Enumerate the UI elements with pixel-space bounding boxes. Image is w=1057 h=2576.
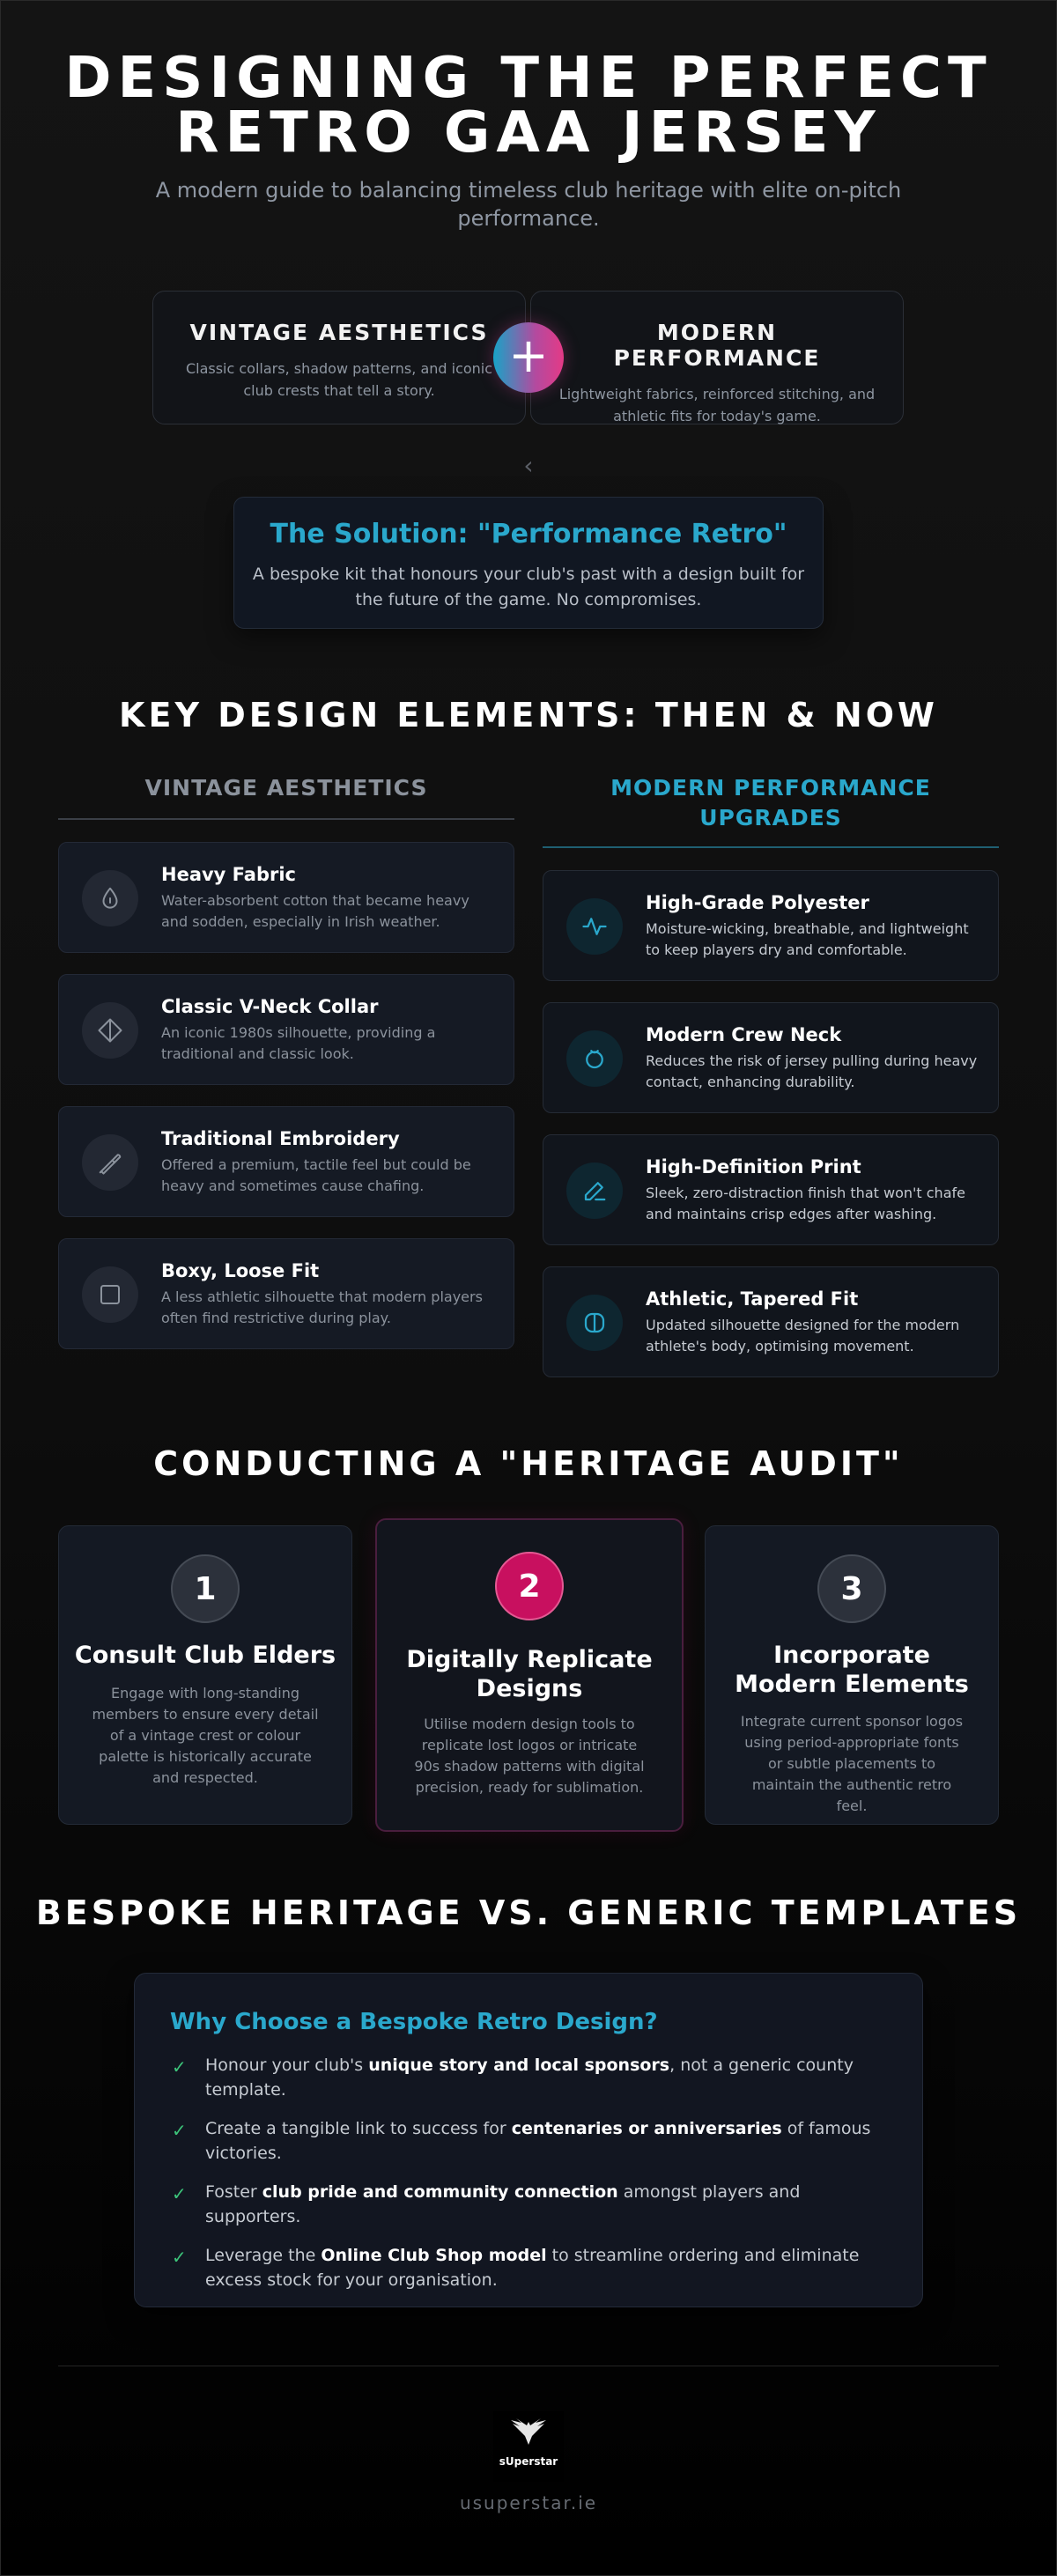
modern-divider xyxy=(543,846,999,848)
website-link[interactable]: usuperstar.ie xyxy=(459,2492,598,2513)
modern-performance-card xyxy=(530,291,904,424)
step-number-badge: 1 xyxy=(171,1554,240,1623)
feature-text: Offered a premium, tactile feel but could be heavy and sometimes cause chafing. xyxy=(161,1156,471,1194)
modern-feature-card xyxy=(543,1134,999,1245)
step-title xyxy=(718,1641,986,1699)
feature-text: Reduces the risk of jersey pulling during heavy contact, enhancing durability. xyxy=(646,1052,978,1090)
benefit-text: Leverage the xyxy=(205,2246,322,2265)
step-title xyxy=(389,1645,669,1703)
step-text: Engage with long-standing members to ensure every detail of a vintage crest or colour palette is historically accurate and respected. xyxy=(92,1685,319,1786)
activity-icon xyxy=(566,898,623,955)
modern-heading-line2: UPGRADES xyxy=(699,805,842,830)
bespoke-title: BESPOKE HERITAGE VS. GENERIC TEMPLATES xyxy=(35,1893,1022,1932)
feature-title: Athletic, Tapered Fit xyxy=(646,1288,859,1310)
vintage-feature-card xyxy=(58,1106,514,1217)
step-number-badge: 3 xyxy=(817,1554,886,1623)
benefit-item xyxy=(170,2053,887,2102)
benefit-bold: centenaries or anniversaries xyxy=(511,2119,782,2138)
feature-text: Sleek, zero-distraction finish that won't chafe and maintains crisp edges after washing. xyxy=(646,1185,965,1222)
benefits-list xyxy=(170,2053,887,2292)
card-text: Classic collars, shadow patterns, and iconic club crests that tell a story. xyxy=(185,360,493,399)
modern-column-heading xyxy=(543,773,999,833)
key-elements-title: KEY DESIGN ELEMENTS: THEN & NOW xyxy=(119,696,938,734)
audit-step-card xyxy=(705,1525,999,1825)
feature-title: High-Grade Polyester xyxy=(646,892,869,913)
page-title xyxy=(0,46,1057,166)
modern-feature-card xyxy=(543,1266,999,1377)
card-text: Lightweight fabrics, reinforced stitching, and athletic fits for today's game. xyxy=(558,386,876,424)
feature-text: An iconic 1980s silhouette, providing a traditional and classic look. xyxy=(161,1024,436,1062)
benefit-text: of famous victories. xyxy=(205,2119,871,2163)
droplet-icon xyxy=(82,870,138,926)
chevron-left-icon: ‹ xyxy=(523,451,534,480)
page-title-line2: RETRO GAA JERSEY xyxy=(175,100,882,166)
modern-feature-card xyxy=(543,870,999,981)
check-icon: ✓ xyxy=(172,2247,187,2268)
feature-text: A less athletic silhouette that modern players often find restrictive during play. xyxy=(161,1288,483,1326)
diamond-icon xyxy=(82,1002,138,1059)
card-title: MODERN PERFORMANCE xyxy=(613,320,821,371)
page-title-line1: DESIGNING THE PERFECT xyxy=(64,46,993,111)
feature-title: High-Definition Print xyxy=(646,1156,861,1177)
step-title-line1: Digitally Replicate xyxy=(406,1646,653,1673)
vintage-feature-card xyxy=(58,1238,514,1349)
square-icon xyxy=(82,1266,138,1323)
solution-text: A bespoke kit that honours your club's past with a design built for the future of the game. No compromises. xyxy=(252,565,805,609)
check-icon: ✓ xyxy=(172,2120,187,2141)
superstar-logo[interactable] xyxy=(493,2411,564,2482)
step-title xyxy=(71,1641,339,1670)
vintage-divider xyxy=(58,818,514,820)
benefit-item xyxy=(170,2180,887,2229)
benefit-text: , not a generic county template. xyxy=(205,2056,854,2100)
audit-step-card xyxy=(58,1525,352,1825)
card-title: VINTAGE AESTHETICS xyxy=(189,320,489,345)
feature-text: Water-absorbent cotton that became heavy and sodden, especially in Irish weather. xyxy=(161,892,469,930)
crew-neck-icon xyxy=(566,1030,623,1087)
benefit-bold: club pride and community connection xyxy=(262,2182,618,2202)
benefit-item xyxy=(170,2243,887,2292)
solution-title: The Solution: "Performance Retro" xyxy=(270,519,787,550)
feature-title: Classic V-Neck Collar xyxy=(161,996,379,1017)
eagle-icon xyxy=(509,2418,548,2450)
step-text: Utilise modern design tools to replicate lost logos or intricate 90s shadow patterns with digital precision, ready for sublimation. xyxy=(414,1716,645,1796)
benefit-text: Create a tangible link to success for xyxy=(205,2119,512,2138)
benefit-bold: Online Club Shop model xyxy=(321,2246,547,2265)
feature-title: Traditional Embroidery xyxy=(161,1128,400,1149)
step-text: Integrate current sponsor logos using period-appropriate fonts or subtle placements to maintain the authentic retro feel. xyxy=(740,1713,964,1814)
audit-step-card-highlighted xyxy=(375,1518,684,1832)
tapered-fit-icon xyxy=(566,1295,623,1351)
feature-title: Modern Crew Neck xyxy=(646,1024,842,1045)
feature-text: Updated silhouette designed for the modern athlete's body, optimising movement. xyxy=(646,1317,960,1354)
plus-icon: + xyxy=(493,322,564,393)
benefit-item xyxy=(170,2116,887,2166)
modern-heading-line1: MODERN PERFORMANCE xyxy=(610,775,931,801)
feature-text: Moisture-wicking, breathable, and lightweight to keep players dry and comfortable. xyxy=(646,920,969,958)
check-icon: ✓ xyxy=(172,2183,187,2204)
why-bespoke-title: Why Choose a Bespoke Retro Design? xyxy=(170,2009,658,2035)
modern-feature-card xyxy=(543,1002,999,1113)
vintage-feature-card xyxy=(58,974,514,1085)
solution-card xyxy=(233,497,824,629)
step-title-line2: Designs xyxy=(476,1675,583,1702)
step-title-line1: Incorporate xyxy=(773,1642,930,1669)
benefit-text: Honour your club's xyxy=(205,2056,369,2075)
feature-title: Boxy, Loose Fit xyxy=(161,1260,320,1281)
step-title-line1: Consult Club Elders xyxy=(74,1642,336,1669)
step-title-line2: Modern Elements xyxy=(735,1671,969,1698)
logo-text: sUperstar xyxy=(499,2455,558,2468)
step-number-badge: 2 xyxy=(495,1552,564,1620)
vintage-aesthetics-card xyxy=(152,291,526,424)
heritage-audit-title: CONDUCTING A "HERITAGE AUDIT" xyxy=(153,1444,904,1483)
feature-title: Heavy Fabric xyxy=(161,864,296,885)
benefit-text: amongst players and supporters. xyxy=(205,2182,801,2226)
vintage-column-heading: VINTAGE AESTHETICS xyxy=(144,775,428,801)
benefit-text: Foster xyxy=(205,2182,262,2202)
page-subtitle: A modern guide to balancing timeless club heritage with elite on-pitch performance. xyxy=(155,178,902,231)
needle-icon xyxy=(82,1134,138,1191)
why-bespoke-card xyxy=(134,1973,923,2307)
vintage-feature-card xyxy=(58,842,514,953)
check-icon: ✓ xyxy=(172,2056,187,2078)
benefit-bold: unique story and local sponsors xyxy=(368,2056,670,2075)
pen-icon xyxy=(566,1163,623,1219)
benefit-text: to streamline ordering and eliminate excess stock for your organisation. xyxy=(205,2246,860,2290)
